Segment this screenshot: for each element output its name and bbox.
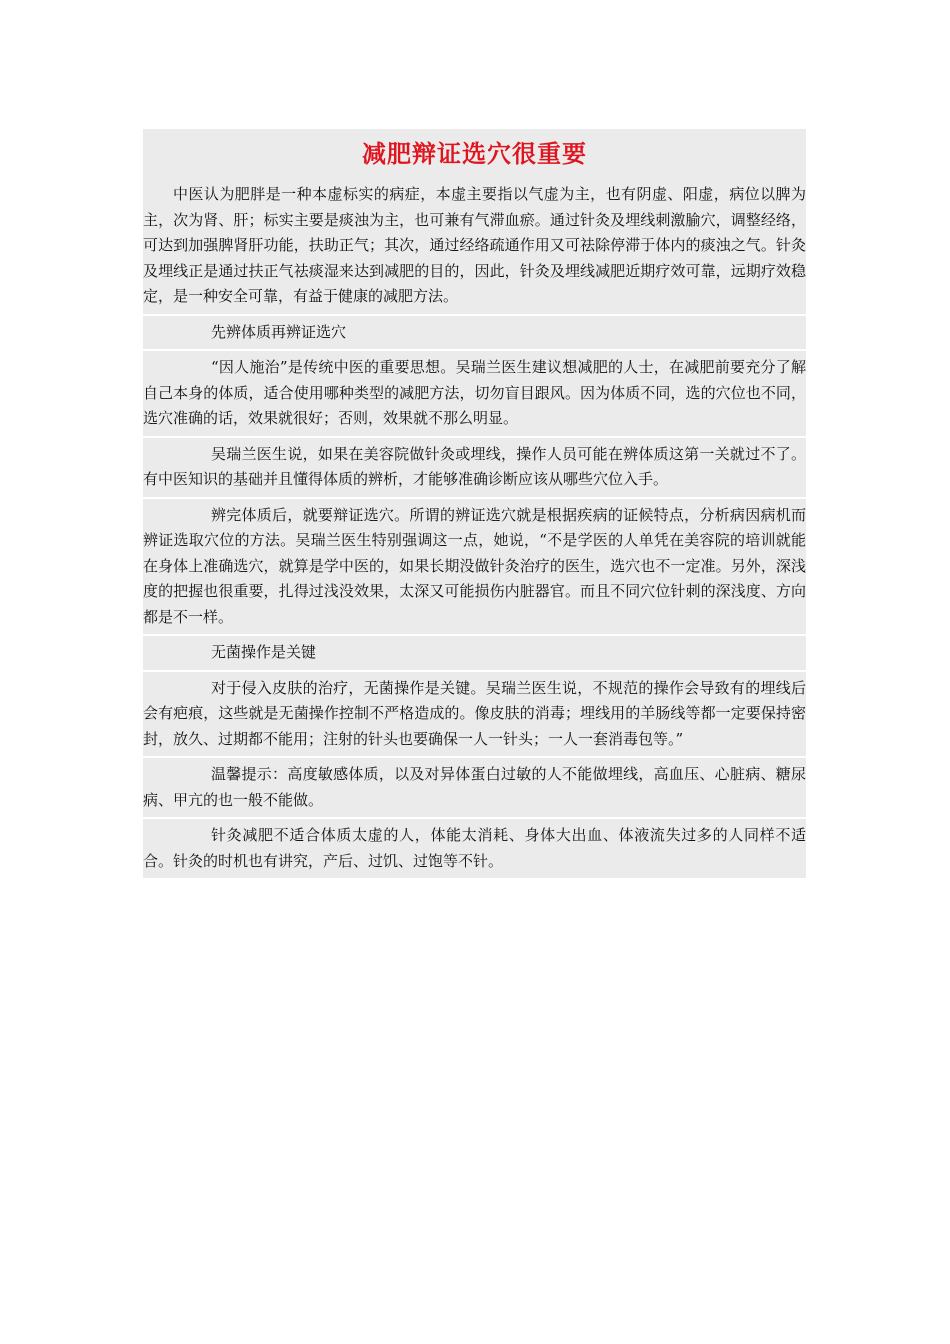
article-panel bbox=[143, 129, 806, 878]
article-title: 减肥辩证选穴很重要 bbox=[362, 139, 587, 168]
paragraph-sterile-operation: 对于侵入皮肤的治疗，无菌操作是关键。吴瑞兰医生说，不规范的操作会导致有的埋线后会有疤痕，这些就是无菌操作控制不严格造成的。像皮肤的消毒；埋线用的羊肠线等都一定要保持密封，放久、过期都不能用；注射的针头也要确保一人一针头；一人一套消毒包等。” bbox=[143, 670, 806, 757]
paragraph-warm-tip: 温馨提示：高度敏感体质，以及对异体蛋白过敏的人不能做埋线，高血压、心脏病、糖尿病、甲亢的也一般不能做。 bbox=[143, 756, 806, 817]
intro-paragraph: 中医认为肥胖是一种本虚标实的病症，本虚主要指以气虚为主，也有阴虚、阳虚，病位以脾为主，次为肾、肝；标实主要是痰浊为主，也可兼有气滞血瘀。通过针灸及埋线刺激腧穴，调整经络，可达到加强脾肾肝功能，扶助正气；其次，通过经络疏通作用又可祛除停滞于体内的痰浊之气。针灸及埋线正是通过扶正气祛痰湿来达到减肥的目的，因此，针灸及埋线减肥近期疗效可靠，远期疗效稳定，是一种安全可靠，有益于健康的减肥方法。 bbox=[143, 185, 806, 305]
paragraph-contraindications: 针灸减肥不适合体质太虚的人，体能太消耗、身体大出血、体液流失过多的人同样不适合。针灸的时机也有讲究，产后、过饥、过饱等不针。 bbox=[143, 817, 806, 878]
paragraph-individualized-treatment: “因人施治”是传统中医的重要思想。吴瑞兰医生建议想减肥的人士，在减肥前要充分了解自己本身的体质，适合使用哪种类型的减肥方法，切勿盲目跟风。因为体质不同，选的穴位也不同，选穴准确的话，效果就很好；否则，效果就不那么明显。 bbox=[143, 349, 806, 436]
section-heading-sterile: 无菌操作是关键 bbox=[143, 634, 806, 670]
paragraph-beauty-salon: 吴瑞兰医生说，如果在美容院做针灸或埋线，操作人员可能在辨体质这第一关就过不了。有中医知识的基础并且懂得体质的辨析，才能够准确诊断应该从哪些穴位入手。 bbox=[143, 436, 806, 497]
section-heading-constitution: 先辨体质再辨证选穴 bbox=[143, 314, 806, 350]
paragraph-acupoint-selection: 辨完体质后，就要辩证选穴。所谓的辨证选穴就是根据疾病的证候特点，分析病因病机而辨证选取穴位的方法。吴瑞兰医生特别强调这一点，她说，“不是学医的人单凭在美容院的培训就能在身体上准确选穴，就算是学中医的，如果长期没做针灸治疗的医生，选穴也不一定准。另外，深浅度的把握也很重要，扎得过浅没效果，太深又可能损伤内脏器官。而且不同穴位针刺的深浅度、方向都是不一样。 bbox=[143, 497, 806, 635]
